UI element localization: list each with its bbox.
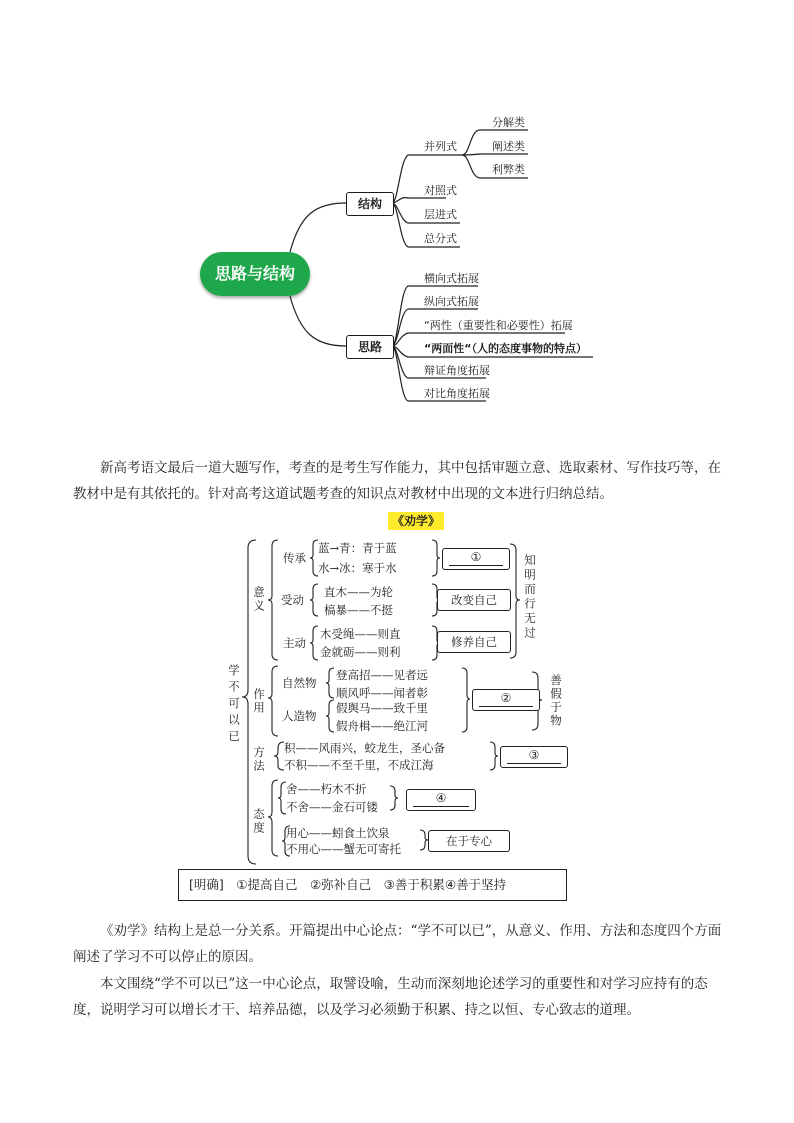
row-a1: 登高招——见者远: [336, 668, 428, 682]
row-s2: 槁暴——不挺: [324, 603, 393, 617]
mingque-box: [178, 869, 567, 901]
row-ji: 积——风雨兴，蛟龙生，圣心备: [284, 741, 445, 755]
zuoyong-right-label: 善假于物: [549, 674, 563, 728]
leaf-duibi: 对比角度拓展: [424, 387, 490, 400]
row-s1: 直木——为轮: [324, 585, 393, 599]
row-b1: 假舆马——致千里: [336, 701, 428, 715]
leaf-zongxiang: 纵向式拓展: [424, 295, 479, 308]
leaf-liangmianxing: “两面性“（人的态度事物的特点）: [424, 342, 587, 355]
label-shoudong: 受动: [281, 593, 304, 607]
node-thinking: 思路: [346, 335, 394, 359]
row-z1: 木受绳——则直: [320, 627, 401, 641]
label-zhudong: 主动: [283, 636, 306, 650]
leaf-hengxiang: 横向式拓展: [424, 272, 479, 285]
leaf-bianzheng: 辩证角度拓展: [424, 364, 490, 377]
label-ziran: 自然物: [282, 676, 317, 690]
row-c2: 水→冰：寒于水: [318, 561, 397, 575]
section-zuoyong: 作用: [252, 688, 266, 715]
row-a2: 顺风呼——闻者彰: [336, 686, 428, 700]
blank-3: ③: [500, 746, 568, 768]
box-xiuyang: 修养自己: [437, 631, 511, 653]
yiyi-right-label: 知明而行无过: [523, 554, 537, 641]
row-yongxin: 用心——蚓食土饮泉: [286, 826, 390, 840]
box-zhuanxin: 在于专心: [428, 830, 510, 852]
section-fangfa: 方法: [252, 746, 266, 773]
row-z2: 金就砺——则利: [320, 645, 401, 659]
row-buyongxin: 不用心——蟹无可寄托: [286, 842, 401, 856]
leaf-duizhao: 对照式: [424, 184, 457, 197]
row-c1: 蓝→青：青于蓝: [318, 541, 397, 555]
mingque-text: [明确] ①提高自己 ②弥补自己 ③善于积累④善于坚持: [189, 877, 507, 892]
blank-2: ②: [472, 689, 540, 711]
label-renzao: 人造物: [282, 709, 317, 723]
node-structure: 结构: [346, 192, 394, 216]
row-she: 舍——朽木不折: [286, 782, 367, 796]
intro-paragraph: 新高考语文最后一道大题写作，考查的是考生写作能力，其中包括审题立意、选取素材、写作技巧等，在教材中是有其依托的。针对高考这道试题考查的知识点对教材中出现的文本进行归纳总结。: [73, 460, 721, 502]
leaf-cengjin: 层进式: [424, 208, 457, 221]
leaf-zongfen: 总分式: [424, 232, 457, 245]
box-gaibian: 改变自己: [437, 589, 511, 611]
label-chuancheng: 传承: [283, 551, 306, 565]
row-b2: 假舟楫——绝江河: [336, 719, 428, 733]
leaf-binglie: 并列式: [424, 140, 457, 153]
row-buji: 不积——不至千里，不成江海: [284, 758, 434, 772]
quanxue-main-label: 学不可以已: [227, 664, 241, 747]
leaf-chanshu: 阐述类: [492, 140, 525, 153]
blank-1: ①: [442, 548, 510, 570]
paragraph-structure: 《劝学》结构上是总一分关系。开篇提出中心论点：“学不可以已”，从意义、作用、方法和态度四个方面阐述了学习不可以停止的原因。: [73, 923, 722, 965]
mindmap-root: 思路与结构: [200, 252, 310, 296]
leaf-liangxing: “两性（重要性和必要性）拓展: [424, 319, 573, 332]
quanxue-title: 《劝学》: [388, 512, 444, 530]
leaf-libi: 利弊类: [492, 163, 525, 176]
blank-4: ④: [406, 789, 476, 811]
leaf-fenjie: 分解类: [492, 116, 525, 129]
row-bushe: 不舍——金石可镂: [286, 800, 378, 814]
section-taidu: 态度: [252, 808, 266, 835]
paragraph-summary: 本文围绕“学不可以已”这一中心论点，取譬设喻，生动而深刻地论述学习的重要性和对学习应持有的态度，说明学习可以增长才干、培养品德，以及学习必须勤于积累、持之以恒、专心致志的道理。: [73, 976, 708, 1018]
section-yiyi: 意义: [252, 586, 266, 613]
